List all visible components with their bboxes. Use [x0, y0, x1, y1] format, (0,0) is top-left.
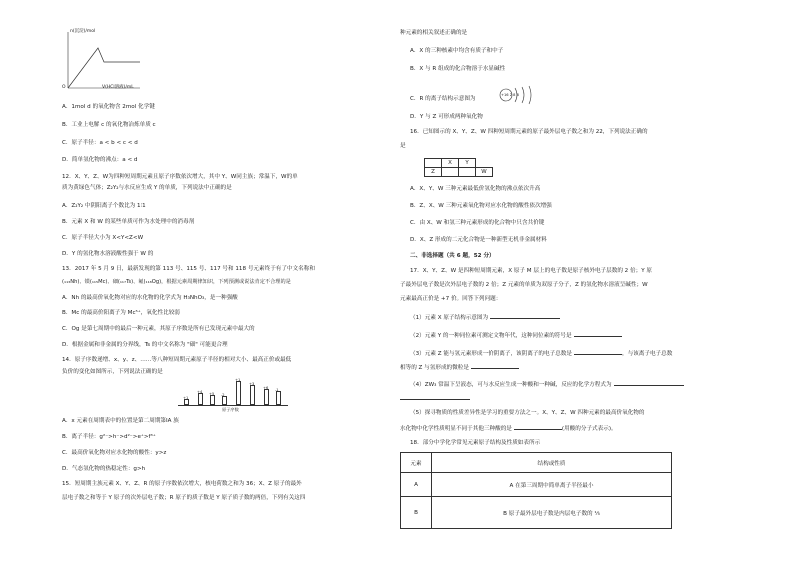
q16-option-d: D．X、Z 形成的二元化合物是一种新型无机非金属材料 — [410, 237, 547, 243]
q17-part-3-cont — [400, 363, 519, 372]
ion-structure-diagram — [498, 84, 538, 106]
q16-cell — [442, 168, 459, 177]
q14-option-c: C．最高价氧化物对应水化物的酸性：y>z — [62, 450, 167, 456]
q18-header-property: 结构或性质 — [432, 453, 672, 473]
q14-chart-value-label: -2 — [221, 393, 225, 397]
q12-option-d: D．Y 的氢化物水溶液酸性强于 W 的 — [62, 251, 154, 257]
q15-stem-1: 15．短周期主族元素 X、Y、Z、R 的原子序数依次增大，核电荷数之和为 36；X、Z 原子的最外 — [62, 481, 302, 487]
q13-option-a: A．Nh 的最高价氧化物对应的水化物的化学式为 H₃NhO₃，是一种强酸 — [62, 295, 238, 301]
q14-bar-e — [236, 381, 241, 405]
q14-chart-value-label: -1 — [275, 388, 279, 392]
q18-header-element: 元素 — [401, 453, 432, 473]
ion-structure-label: +16 2 8 8 — [501, 93, 519, 97]
q17-stem-3: 元素最高正价是 +7 价。回答下列问题： — [400, 296, 502, 302]
q17-part-2-text: （2）元素 Y 的一种同位素可测定文物年代，这种同位素的符号是 — [410, 333, 572, 339]
q15-option-b: B．X 与 R 组成的化合物溶于水显碱性 — [410, 66, 506, 72]
q14-chart-value-label: +5 — [209, 392, 215, 396]
q18-row-a-element: A — [401, 473, 432, 497]
q15-stem-tail: 种元素的相关叙述正确的是 — [400, 30, 468, 36]
q17-part-3-text-b: ，与该离子电子总数 — [621, 351, 673, 357]
q16-periodic-table — [424, 158, 493, 177]
q18-row-a-property: A 在第三周期中简单离子半径最小 — [432, 473, 672, 497]
q14-chart-value-label: +3 — [249, 382, 255, 386]
q17-part-5-text: 水化物中化学性质明显不同于其他三种酸的是 — [400, 426, 512, 432]
q17-part-2 — [410, 331, 622, 340]
q13-option-d: D．根据金属和非金属的分界线，Ts 的中文名称为 "鿬" 可能更合理 — [62, 342, 228, 348]
q11-option-b: B．工业上电解 c 的氧化物冶炼单质 c — [62, 122, 156, 128]
q17-part-1-text: （1）元素 X 原子结构示意图为 — [410, 315, 489, 321]
graph-origin: O — [62, 85, 66, 90]
section-heading: 二、非选择题（共 6 题，52 分） — [410, 253, 495, 259]
q16-stem-1: 16．已知图示的 X、Y、Z、W 四种短周期元素的原子最外层电子数之和为 22，下列说法正确的 — [410, 129, 648, 135]
q17-part-4 — [410, 380, 684, 389]
q15-option-c: C．R 的离子结构示意图为 — [410, 96, 476, 102]
q16-table-row — [425, 168, 493, 177]
q17-answer-blank-5[interactable] — [614, 380, 684, 386]
q13-option-c: C．Og 是第七周期中的最后一种元素，其原子序数是所有已发现元素中最大的 — [62, 326, 255, 332]
q14-chart-value-label: +4 — [197, 390, 203, 394]
q15-option-d: D．Y 与 Z 可形成两种氧化物 — [410, 114, 483, 120]
q17-part-1 — [410, 313, 560, 322]
q12-stem-2: 质为黄绿色气体；Z₂Y₂与水反应生成 Y 的单质，下列说法中正确的是 — [62, 185, 232, 191]
q17-part-4-text: （4）ZW₃ 常温下呈液态，可与水反应生成一种酸和一种碱，反应的化学方程式为 — [410, 382, 612, 388]
q17-part-5-text-c: (用酸的分子式表示)。 — [561, 426, 617, 432]
q14-option-b: B．离子半径：g²⁻>h⁻>d²⁻>e⁺>f³⁺ — [62, 434, 156, 440]
q12-option-c: C．原子半径大小为 X<Y<Z<W — [62, 235, 144, 241]
q14-bar-chart — [178, 378, 288, 413]
q13-option-b: B．Mc 的最高价阳离子为 Mc⁵⁺，氧化性比较弱 — [62, 310, 180, 316]
q17-part-5-cont — [400, 424, 617, 433]
precipitate-graph — [62, 28, 142, 90]
q18-stem: 18．部分中学化学常见元素原子结构及性质如表所示 — [410, 440, 541, 446]
q17-answer-blank-4[interactable] — [471, 363, 519, 369]
q18-table — [400, 452, 672, 529]
q18-row-b-property: B 原子最外层电子数是内层电子数的 ¹⁄₅ — [432, 497, 672, 529]
q14-option-d: D．气态氢化物的热稳定性：g>h — [62, 466, 146, 472]
q14-bar-f — [250, 385, 255, 405]
q17-stem-1: 17．X、Y、Z、W 是四种短周期元素，X 原子 M 层上的电子数是原子核外电子层数的 2 倍；Y 原 — [410, 268, 652, 274]
q17-answer-blank-7[interactable] — [514, 424, 562, 430]
q14-option-a: A．x 元素在周期表中的位置是第二周期第ⅠA 族 — [62, 418, 179, 424]
q12-option-b: B．元素 X 和 W 的某些单质可作为水处理中的消毒剂 — [62, 219, 195, 225]
q16-cell — [459, 168, 476, 177]
q18-header-row — [401, 453, 672, 473]
q12-option-a: A．Z₂Y₂ 中阴阳离子个数比为 1∶1 — [62, 203, 146, 209]
q17-answer-blank-6[interactable] — [400, 394, 470, 400]
q17-answer-blank-1[interactable] — [490, 313, 560, 319]
q15-stem-2: 层电子数之和等于 Y 原子的次外层电子数；R 原子的质子数是 Y 原子质子数的两倍，下列有关这四 — [62, 495, 306, 501]
q16-cell — [425, 159, 442, 168]
q17-part-3 — [410, 349, 672, 358]
q11-option-c: C．原子半径：a < b < c < d — [62, 140, 138, 146]
q16-cell: Y — [459, 159, 476, 168]
q18-row-a — [401, 473, 672, 497]
q17-stem-2: 子最外层电子数是次外层电子数的 2 倍；Z 元素的单质为双原子分子，Z 的氢化物水溶液呈碱性；W — [400, 282, 648, 288]
graph-y-label: n(沉淀)/mol — [70, 29, 96, 34]
q18-row-b — [401, 497, 672, 529]
q14-chart-value-label: +1 — [183, 396, 189, 400]
q11-option-a: A．1mol d 的氧化物含 2mol 化学键 — [62, 104, 155, 110]
q14-chart-plot — [178, 378, 288, 406]
q13-stem-2: (₁₁₃Nh)、镆(₁₁₅Mc)、鿬(₁₁₇Ts)、鿫(₁₁₈Og)，根据元素周期律知识，下列预测或说法肯定不合理的是 — [62, 279, 291, 285]
q16-option-b: B．Z、X、W 三种元素氧化物对应水化物的酸性依次增强 — [410, 203, 552, 209]
q16-option-a: A．X、Y、W 三种元素最低价氢化物的沸点依次升高 — [410, 186, 541, 192]
q14-chart-value-label: +6 — [263, 386, 269, 390]
q16-stem-2: 是 — [400, 143, 406, 149]
q17-answer-blank-3[interactable] — [574, 349, 622, 355]
q16-option-c: C．由 X、W 和氢三种元素形成的化合物中只含共价键 — [410, 220, 545, 226]
q16-cell: Z — [425, 168, 442, 177]
q15-option-a: A．X 的三种核素中均含有质子和中子 — [410, 48, 504, 54]
q16-cell: W — [476, 168, 493, 177]
graph-x-label: V(HCl溶液)/mL — [102, 85, 134, 90]
q17-part-4-cont — [400, 394, 470, 403]
q14-stem-2: 负价的变化如图所示，下列说法正确的是 — [62, 369, 163, 375]
q14-chart-caption: 原子序数 — [222, 407, 239, 412]
q12-stem-1: 12．X、Y、Z、W为四种短周期元素且原子序数依次增大，其中 Y、W同主族；常温下，W的单 — [62, 174, 298, 180]
q14-stem-1: 14．原子序数递增、x、y、z、……等八种短周期元素原子半径的相对大小、最高正价或最低 — [62, 357, 292, 363]
q18-row-b-element: B — [401, 497, 432, 529]
q16-table-row — [425, 159, 493, 168]
q11-option-d: D．简单氢化物的沸点：a < d — [62, 157, 138, 163]
q16-cell — [476, 159, 493, 168]
q17-answer-blank-2[interactable] — [574, 331, 622, 337]
q17-part-3-text: （3）元素 Z 能与氢元素形成一价阴离子，该阴离子的电子总数是 — [410, 351, 572, 357]
q17-part-3-text-c: 相等的 Z 与氢形成的微粒是 — [400, 365, 469, 371]
precipitate-graph-svg — [62, 28, 142, 90]
q14-chart-value-label: +1 — [235, 378, 241, 382]
q17-part-5: （5）探寻物质的性质差异性是学习的重要方法之一。X、Y、Z、W 四种元素的最高价氧化物的 — [410, 410, 645, 416]
q16-cell: X — [442, 159, 459, 168]
q13-stem-1: 13．2017 年 5 月 9 日，最新发现的第 113 号、115 号、117 号和 118 号元素终于有了中文名称和 — [62, 266, 315, 272]
